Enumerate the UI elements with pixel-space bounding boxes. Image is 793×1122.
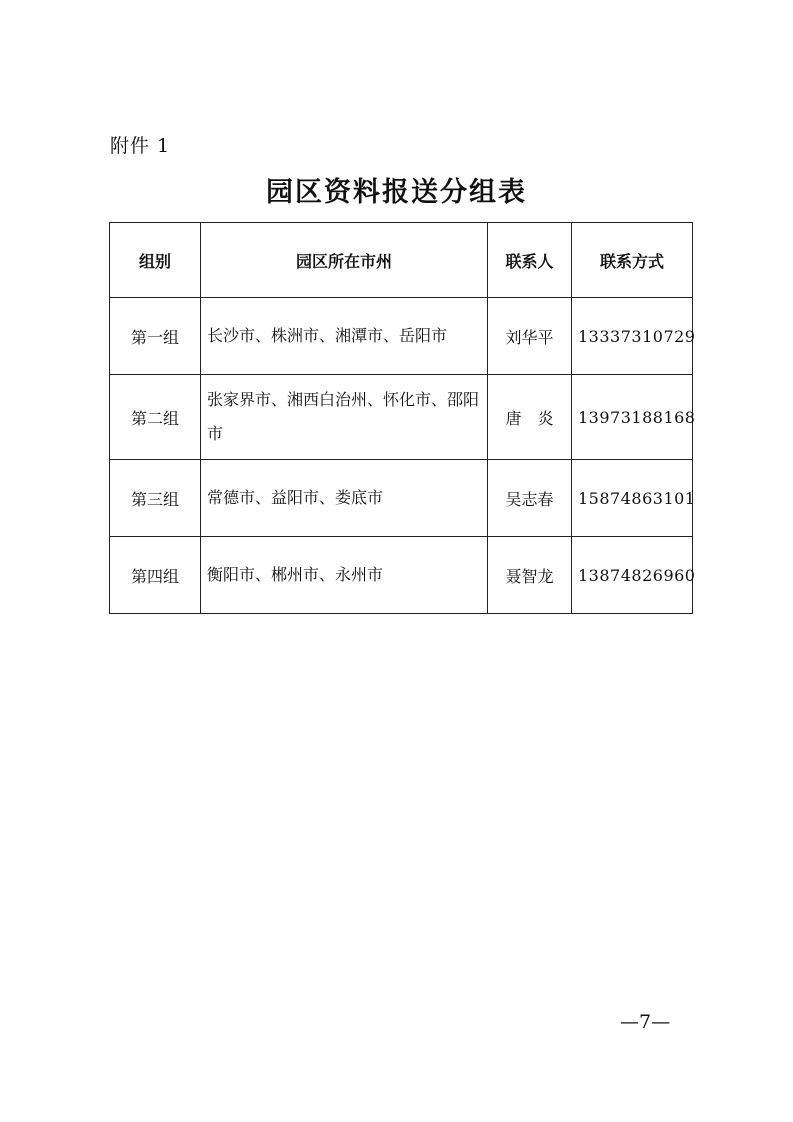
document-title: 园区资料报送分组表 <box>266 177 527 208</box>
header-phone: 联系方式 <box>572 223 693 298</box>
header-cities: 园区所在市州 <box>201 223 488 298</box>
cities-cell: 常德市、益阳市、娄底市 <box>201 460 488 537</box>
table-row <box>110 460 693 537</box>
group-cell: 第四组 <box>110 537 201 614</box>
table-row <box>110 537 693 614</box>
phone-cell: 15874863101 <box>572 460 693 537</box>
group-cell: 第二组 <box>110 375 201 460</box>
group-cell: 第三组 <box>110 460 201 537</box>
group-cell: 第一组 <box>110 298 201 375</box>
cities-cell: 张家界市、湘西白治州、怀化市、邵阳市 <box>201 375 488 460</box>
attachment-label: 附件 1 <box>110 135 171 157</box>
phone-cell: 13337310729 <box>572 298 693 375</box>
cities-cell: 衡阳市、郴州市、永州市 <box>201 537 488 614</box>
table-row <box>110 375 693 460</box>
header-contact: 联系人 <box>488 223 572 298</box>
header-group: 组别 <box>110 223 201 298</box>
phone-cell: 13874826960 <box>572 537 693 614</box>
group-table <box>109 222 696 614</box>
contact-cell: 唐 炎 <box>488 375 572 460</box>
cities-cell: 长沙市、株洲市、湘潭市、岳阳市 <box>201 298 488 375</box>
page-number: —7— <box>620 1011 671 1033</box>
contact-cell: 吴志春 <box>488 460 572 537</box>
phone-cell: 13973188168 <box>572 375 693 460</box>
contact-cell: 聂智龙 <box>488 537 572 614</box>
table-row <box>110 298 693 375</box>
contact-cell: 刘华平 <box>488 298 572 375</box>
table-header-row <box>110 223 693 298</box>
